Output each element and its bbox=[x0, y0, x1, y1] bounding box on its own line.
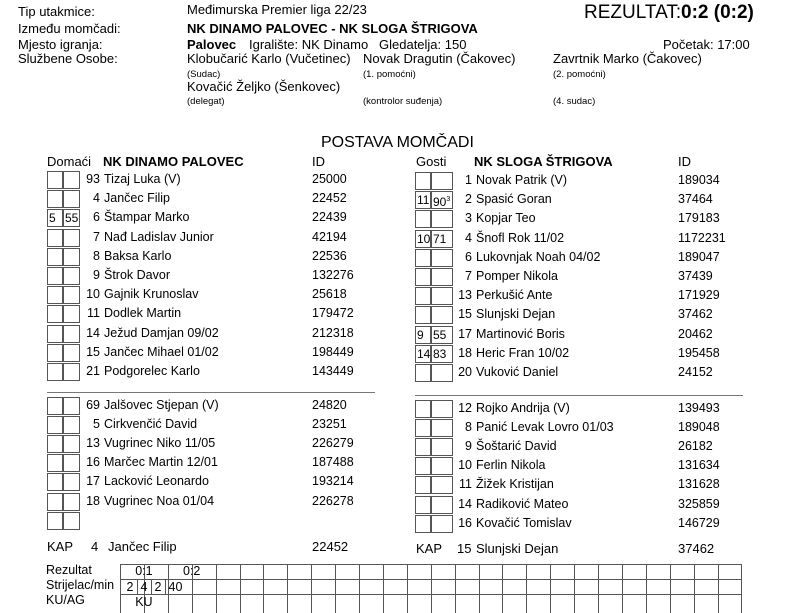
minute-box-2 bbox=[63, 512, 80, 530]
official-controller-role: (kontrolor suđenja) bbox=[363, 96, 443, 107]
scorer-cell: 2 bbox=[154, 580, 162, 594]
lineup-title: POSTAVA MOMČADI bbox=[321, 134, 474, 151]
player-number: 17 bbox=[458, 326, 472, 341]
minute-box-2: $90^3$ bbox=[431, 191, 453, 209]
score-row-label-result: Rezultat bbox=[46, 563, 92, 577]
grid-col-line bbox=[718, 564, 719, 613]
home-divider bbox=[47, 392, 375, 393]
player-id: 143449 bbox=[312, 364, 354, 378]
venue-ground: Igralište: NK Dinamo bbox=[249, 37, 369, 52]
player-name: Panić Levak Lovro 01/03 bbox=[476, 420, 614, 435]
player-number: 14 bbox=[458, 496, 472, 511]
grid-col-line bbox=[455, 564, 456, 613]
player-number: 17 bbox=[86, 474, 100, 489]
official-delegate-name: Kovačić Željko (Šenkovec) bbox=[187, 79, 341, 94]
minute-box-2 bbox=[63, 416, 80, 434]
player-id: 171929 bbox=[678, 288, 720, 303]
official-fourth-role: (4. sudac) bbox=[553, 96, 596, 107]
player-name: Slunjski Dejan bbox=[476, 307, 556, 322]
player-number: 9 bbox=[93, 268, 100, 282]
player-name: Marčec Martin 12/01 bbox=[104, 455, 218, 470]
player-name: Šoštarić David bbox=[476, 439, 557, 454]
player-id: 226279 bbox=[312, 436, 354, 451]
away-id-header: ID bbox=[678, 154, 691, 169]
minute-box-1 bbox=[415, 306, 431, 324]
player-id: 37439 bbox=[678, 269, 713, 283]
grid-col-line bbox=[694, 564, 695, 613]
grid-col-line bbox=[359, 564, 360, 613]
official-assistant1-name: Novak Dragutin (Čakovec) bbox=[363, 51, 516, 66]
minute-box-2 bbox=[431, 400, 453, 418]
player-id: 189034 bbox=[678, 173, 720, 187]
minute-box-1 bbox=[415, 457, 431, 475]
minute-box-1 bbox=[47, 171, 63, 189]
minute-box-1 bbox=[47, 512, 63, 530]
player-id: 131634 bbox=[678, 458, 720, 473]
player-name: Štrok Davor bbox=[104, 268, 170, 282]
grid-col-line bbox=[670, 564, 671, 613]
player-name: Tizaj Luka (V) bbox=[104, 172, 181, 186]
minute-box-1 bbox=[47, 363, 63, 381]
player-id: 25000 bbox=[312, 172, 347, 186]
player-name: Rojko Andrija (V) bbox=[476, 401, 570, 415]
player-id: 189047 bbox=[678, 249, 720, 264]
player-name: Šnofl Rok 11/02 bbox=[476, 230, 565, 245]
grid-col-line bbox=[311, 564, 312, 613]
player-name: Spasić Goran bbox=[476, 192, 552, 207]
scorer-cell: 4 bbox=[140, 580, 148, 594]
kuag-cell: KU bbox=[135, 595, 153, 609]
minute-box-2 bbox=[431, 515, 453, 533]
minute-box-1 bbox=[47, 435, 63, 453]
minute-box-1 bbox=[415, 400, 431, 418]
away-captain-id: 37462 bbox=[678, 541, 715, 556]
player-name: Perkušić Ante bbox=[476, 288, 553, 303]
minute-box-1 bbox=[415, 438, 431, 456]
grid-col-line bbox=[263, 564, 264, 613]
minute-box-2 bbox=[431, 496, 453, 514]
minute-box-2 bbox=[63, 190, 80, 208]
minute-box-1 bbox=[415, 515, 431, 533]
player-id: 325859 bbox=[678, 496, 720, 511]
player-number: 21 bbox=[86, 364, 100, 378]
minute-box-2 bbox=[63, 286, 80, 304]
official-assistant2-name: Zavrtnik Marko (Čakovec) bbox=[553, 51, 702, 66]
player-id: 193214 bbox=[312, 474, 354, 489]
grid-col-line bbox=[216, 564, 217, 613]
minute-box-2 bbox=[63, 229, 80, 247]
player-number: 69 bbox=[86, 398, 100, 412]
player-number: 93 bbox=[86, 172, 100, 186]
player-id: 20462 bbox=[678, 326, 713, 341]
player-name: Dodlek Martin bbox=[104, 306, 182, 321]
player-id: 42194 bbox=[312, 229, 347, 244]
home-team-name: NK DINAMO PALOVEC bbox=[103, 154, 244, 169]
minute-box-1 bbox=[47, 397, 63, 415]
player-name: Gajnik Krunoslav bbox=[104, 287, 199, 302]
minute-box-1 bbox=[415, 287, 431, 305]
player-id: 179472 bbox=[312, 306, 354, 321]
player-name: Žižek Kristijan bbox=[476, 477, 554, 492]
player-number: 11 bbox=[459, 477, 472, 492]
player-id: 22536 bbox=[312, 248, 347, 263]
minute-superscript: 3 bbox=[446, 196, 451, 204]
player-number: 11 bbox=[87, 306, 100, 321]
minute-box-1 bbox=[415, 419, 431, 437]
minute-box-1 bbox=[47, 267, 63, 285]
official-assistant2-role: (2. pomoćni) bbox=[553, 69, 606, 80]
minute-box-1 bbox=[47, 473, 63, 491]
player-id: 22452 bbox=[312, 191, 347, 206]
player-id: 226278 bbox=[312, 493, 354, 508]
minute-box-1 bbox=[47, 229, 63, 247]
player-number: 10 bbox=[458, 458, 472, 473]
result-cell: 0:2 bbox=[183, 564, 201, 578]
player-name: Štampar Marko bbox=[104, 210, 190, 225]
match-type-value: Međimurska Premier liga 22/23 bbox=[187, 2, 367, 17]
minute-box-1 bbox=[415, 268, 431, 286]
player-number: 8 bbox=[465, 420, 472, 435]
player-id: 139493 bbox=[678, 401, 720, 415]
player-number: 3 bbox=[465, 211, 472, 226]
player-id: 179183 bbox=[678, 211, 720, 226]
player-id: 212318 bbox=[312, 325, 354, 340]
away-team-name: NK SLOGA ŠTRIGOVA bbox=[474, 154, 613, 169]
player-id: 37462 bbox=[678, 307, 713, 322]
player-number: 6 bbox=[465, 249, 472, 264]
minute-box-1 bbox=[47, 325, 63, 343]
minute-box-2 bbox=[63, 454, 80, 472]
minute-box-2: 55 bbox=[65, 211, 79, 226]
player-number: 7 bbox=[465, 269, 472, 283]
player-name: Vugrinec Niko 11/05 bbox=[104, 436, 216, 451]
minute-box-2 bbox=[63, 248, 80, 266]
minute-box-1 bbox=[47, 493, 63, 511]
player-number: 1 bbox=[465, 173, 472, 187]
minute-box-2 bbox=[63, 325, 80, 343]
minute-box-2 bbox=[431, 457, 453, 475]
player-number: 2 bbox=[465, 192, 472, 207]
minute-box-2 bbox=[431, 364, 453, 382]
player-number: 20 bbox=[458, 365, 472, 379]
grid-col-line bbox=[287, 564, 288, 613]
scorer-cell: 40 bbox=[168, 580, 183, 594]
minute-box-2 bbox=[431, 268, 453, 286]
grid-col-line bbox=[335, 564, 336, 613]
venue-label: Mjesto igranja: bbox=[18, 37, 103, 52]
minute-box-2 bbox=[431, 210, 453, 228]
teams-label: Između momčadi: bbox=[18, 21, 121, 36]
minute-box-1: 9 bbox=[415, 326, 431, 344]
away-captain-number: 15 bbox=[457, 541, 472, 556]
grid-col-line bbox=[502, 564, 503, 613]
player-name: Novak Patrik (V) bbox=[476, 173, 567, 187]
minute-box-1: 11 bbox=[417, 193, 430, 208]
grid-col-line bbox=[622, 564, 623, 613]
official-referee-role: (Sudac) bbox=[187, 69, 221, 80]
player-name: Lukovnjak Noah 04/02 bbox=[476, 249, 601, 264]
result-label: REZULTAT: bbox=[584, 2, 682, 23]
minute-box-1 bbox=[415, 476, 431, 494]
grid-col-line bbox=[741, 564, 742, 613]
grid-col-line bbox=[550, 564, 551, 613]
minute-box-1 bbox=[47, 305, 63, 323]
player-number: 13 bbox=[458, 288, 472, 303]
player-name: Ježud Damjan 09/02 bbox=[104, 325, 219, 340]
minute-box-1 bbox=[415, 249, 431, 267]
player-name: Baksa Karlo bbox=[104, 248, 172, 263]
player-number: 10 bbox=[86, 287, 100, 302]
minute-box-1 bbox=[415, 172, 431, 190]
player-id: 146729 bbox=[678, 515, 720, 530]
minute-box-1 bbox=[47, 190, 63, 208]
player-number: 8 bbox=[93, 248, 100, 263]
home-captain-number: 4 bbox=[91, 539, 99, 554]
away-captain-label: KAP bbox=[416, 541, 443, 556]
grid-col-line bbox=[646, 564, 647, 613]
venue-city: Palovec bbox=[187, 37, 237, 52]
player-number: 7 bbox=[93, 229, 100, 244]
player-number: 18 bbox=[458, 345, 472, 360]
player-id: 189048 bbox=[678, 420, 720, 435]
minute-box-1: 14 bbox=[417, 346, 431, 361]
player-name: Kopjar Teo bbox=[476, 211, 536, 226]
player-name: Jalšovec Stjepan (V) bbox=[104, 398, 219, 412]
minute-box-2: 71 bbox=[431, 230, 453, 248]
player-name: Kovačić Tomislav bbox=[476, 515, 572, 530]
player-name: Heric Fran 10/02 bbox=[476, 345, 570, 360]
player-number: 16 bbox=[86, 455, 100, 470]
minute-box-2 bbox=[431, 287, 453, 305]
player-number: 4 bbox=[93, 191, 100, 206]
grid-col-line bbox=[574, 564, 575, 613]
scorer-cell: 2 bbox=[126, 580, 134, 594]
away-divider bbox=[415, 395, 743, 396]
minute-box-1 bbox=[47, 454, 63, 472]
minute-box-1 bbox=[47, 248, 63, 266]
minute-box-2 bbox=[63, 435, 80, 453]
grid-col-line bbox=[479, 564, 480, 613]
minute-box-2 bbox=[63, 363, 80, 381]
minute-box-2 bbox=[431, 306, 453, 324]
minute-box-2 bbox=[63, 344, 80, 362]
player-name: Martinović Boris bbox=[476, 326, 565, 341]
grid-col-line bbox=[598, 564, 599, 613]
player-name: Radiković Mateo bbox=[476, 496, 569, 511]
minute-box-2 bbox=[63, 493, 80, 511]
player-number: 6 bbox=[93, 210, 100, 225]
minute-box-2 bbox=[63, 473, 80, 491]
minute-box-2 bbox=[431, 438, 453, 456]
player-number: 18 bbox=[86, 493, 100, 508]
minute-box-2 bbox=[63, 267, 80, 285]
player-id: 37464 bbox=[678, 192, 713, 207]
player-number: 12 bbox=[458, 401, 472, 415]
player-name: Cirkvenčić David bbox=[104, 417, 198, 432]
player-number: 14 bbox=[86, 325, 100, 340]
grid-col-line bbox=[526, 564, 527, 613]
player-number: 15 bbox=[86, 344, 100, 359]
spectators: Gledatelja: 150 bbox=[379, 37, 467, 52]
player-id: 187488 bbox=[312, 455, 354, 470]
minute-box-1 bbox=[415, 496, 431, 514]
away-captain-name: Slunjski Dejan bbox=[476, 541, 559, 556]
player-id: 1172231 bbox=[678, 230, 726, 245]
minute-box-2 bbox=[431, 172, 453, 190]
start-time: Početak: 17:00 bbox=[663, 37, 750, 52]
minute-box-2 bbox=[431, 476, 453, 494]
player-id: 24820 bbox=[312, 398, 347, 412]
result-cell: 0:1 bbox=[135, 564, 153, 578]
player-id: 22439 bbox=[312, 210, 347, 225]
grid-col-line bbox=[240, 564, 241, 613]
minute-box-2 bbox=[63, 305, 80, 323]
official-delegate-role: (delegat) bbox=[187, 96, 225, 107]
player-number: 13 bbox=[86, 436, 100, 451]
minute-box-2 bbox=[63, 397, 80, 415]
minute-box-2 bbox=[431, 419, 453, 437]
minute-box-2: 83 bbox=[431, 345, 453, 363]
player-id: 25618 bbox=[312, 287, 347, 302]
player-id: 24152 bbox=[678, 365, 713, 379]
away-side-label: Gosti bbox=[416, 154, 447, 169]
match-type-label: Tip utakmice: bbox=[18, 4, 95, 19]
player-number: 4 bbox=[465, 230, 472, 245]
minute-box-2 bbox=[63, 171, 80, 189]
minute-box-1 bbox=[415, 210, 431, 228]
home-captain-id: 22452 bbox=[312, 539, 349, 554]
player-number: 15 bbox=[458, 307, 472, 322]
minute-box-1: 10 bbox=[417, 231, 431, 246]
grid-col-line bbox=[431, 564, 432, 613]
official-assistant1-role: (1. pomoćni) bbox=[363, 69, 416, 80]
player-id: 23251 bbox=[312, 417, 347, 432]
minute-box-1: 5 bbox=[47, 209, 63, 227]
score-row-label-kuag: KU/AG bbox=[46, 593, 85, 607]
player-id: 26182 bbox=[678, 439, 713, 454]
player-id: 198449 bbox=[312, 344, 354, 359]
home-side-label: Domaći bbox=[47, 154, 92, 169]
player-id: 195458 bbox=[678, 345, 720, 360]
player-name: Jančec Mihael 01/02 bbox=[104, 344, 219, 359]
home-id-header: ID bbox=[312, 154, 325, 169]
official-referee-name: Klobučarić Karlo (Vučetinec) bbox=[187, 51, 351, 66]
player-id: 132276 bbox=[312, 268, 354, 282]
player-name: Vugrinec Noa 01/04 bbox=[104, 493, 215, 508]
teams-value: NK DINAMO PALOVEC - NK SLOGA ŠTRIGOVA bbox=[187, 21, 478, 36]
home-captain-label: KAP bbox=[47, 539, 74, 554]
minute-box-2: 55 bbox=[431, 326, 453, 344]
player-name: Podgorelec Karlo bbox=[104, 364, 200, 378]
player-id: 131628 bbox=[678, 477, 720, 492]
grid-col-line bbox=[407, 564, 408, 613]
player-name: Lacković Leonardo bbox=[104, 474, 209, 489]
result-value: 0:2 (0:2) bbox=[681, 2, 754, 23]
player-number: 16 bbox=[458, 515, 472, 530]
grid-col-line bbox=[383, 564, 384, 613]
player-name: Ferlin Nikola bbox=[476, 458, 546, 473]
player-name: Jančec Filip bbox=[104, 191, 170, 206]
player-name: Pomper Nikola bbox=[476, 269, 558, 283]
minute-box-1 bbox=[47, 286, 63, 304]
player-name: Nađ Ladislav Junior bbox=[104, 229, 214, 244]
player-name: Vuković Daniel bbox=[476, 365, 559, 379]
player-number: 9 bbox=[465, 439, 472, 454]
minute-box-2 bbox=[431, 249, 453, 267]
home-captain-name: Jančec Filip bbox=[108, 539, 177, 554]
minute-box-1 bbox=[47, 416, 63, 434]
minute-box-1 bbox=[415, 364, 431, 382]
minute-box-1 bbox=[47, 344, 63, 362]
score-row-label-scorer: Strijelac/min bbox=[46, 578, 115, 592]
officials-label: Službene Osobe: bbox=[18, 51, 118, 66]
player-number: 5 bbox=[93, 417, 100, 432]
